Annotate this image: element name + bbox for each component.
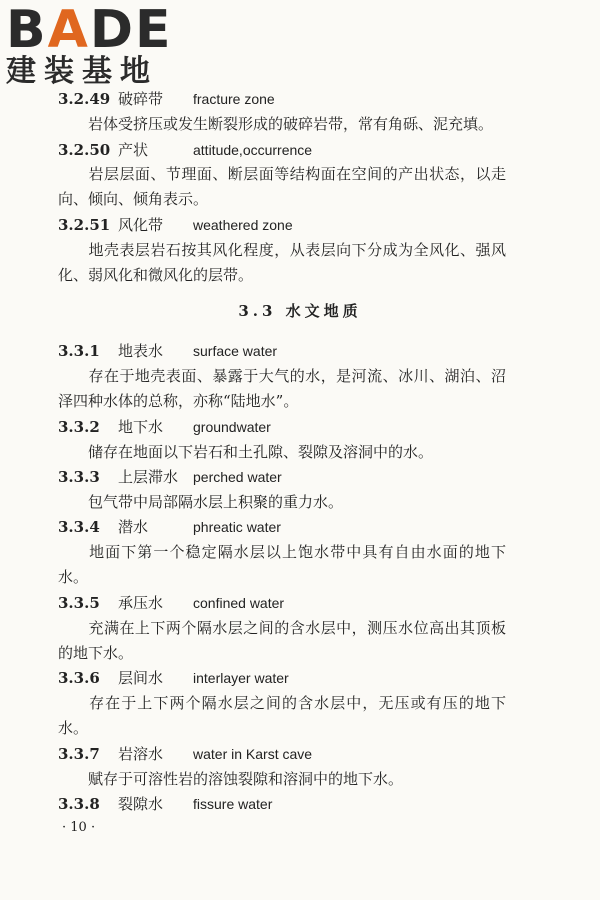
entry-heading: 3.3.2 地下水 groundwater xyxy=(58,418,271,436)
entry-definition: 赋存于可溶性岩的溶蚀裂隙和溶洞中的地下水。 xyxy=(88,770,404,788)
entry-definition: 地面下第一个稳定隔水层以上饱水带中具有自由水面的地下水。 xyxy=(58,543,506,586)
entry-definition: 包气带中局部隔水层上积聚的重力水。 xyxy=(88,493,344,511)
entry-heading: 3.2.50 产状 attitude,occurrence xyxy=(58,141,313,159)
entry-definition: 存在于上下两个隔水层之间的含水层中，无压或有压的地下水。 xyxy=(58,694,506,737)
entry-definition: 存在于地壳表面、暴露于大气的水，是河流、冰川、湖泊、沼泽四种水体的总称，亦称“陆地水”。 xyxy=(58,367,506,410)
section-title: 3.3 水文地质 xyxy=(238,302,362,320)
page-number: · 10 · xyxy=(62,820,96,835)
logo-wordmark: BADE xyxy=(6,0,173,60)
entry-heading: 3.3.7 岩溶水 water in Karst cave xyxy=(58,745,313,763)
entry-heading: 3.2.51 风化带 weathered zone xyxy=(58,216,293,234)
entry-heading: 3.3.4 潜水 phreatic water xyxy=(58,518,281,536)
entry-definition: 地壳表层岩石按其风化程度，从表层向下分成为全风化、强风化、弱风化和微风化的层带。 xyxy=(58,241,506,284)
logo-chinese: 建装基地 xyxy=(6,54,158,89)
entry-heading: 3.2.49 破碎带 fracture zone xyxy=(58,90,275,108)
bade-logo xyxy=(6,2,173,88)
entry-definition: 岩体受挤压或发生断裂形成的破碎岩带，常有角砾、泥充填。 xyxy=(88,115,494,133)
entry-heading: 3.3.3 上层滞水 perched water xyxy=(58,468,282,486)
entry-heading: 3.3.5 承压水 confined water xyxy=(58,594,285,612)
entry-heading: 3.3.8 裂隙水 fissure water xyxy=(58,795,273,813)
entry-definition: 充满在上下两个隔水层之间的含水层中，测压水位高出其顶板的地下水。 xyxy=(58,619,506,662)
entry-heading: 3.3.1 地表水 surface water xyxy=(58,342,278,360)
entry-definition: 储存在地面以下岩石和土孔隙、裂隙及溶洞中的水。 xyxy=(88,443,434,461)
entry-definition: 岩层层面、节理面、断层面等结构面在空间的产出状态，以走向、倾向、倾角表示。 xyxy=(58,165,506,208)
entry-heading: 3.3.6 层间水 interlayer water xyxy=(58,669,289,687)
